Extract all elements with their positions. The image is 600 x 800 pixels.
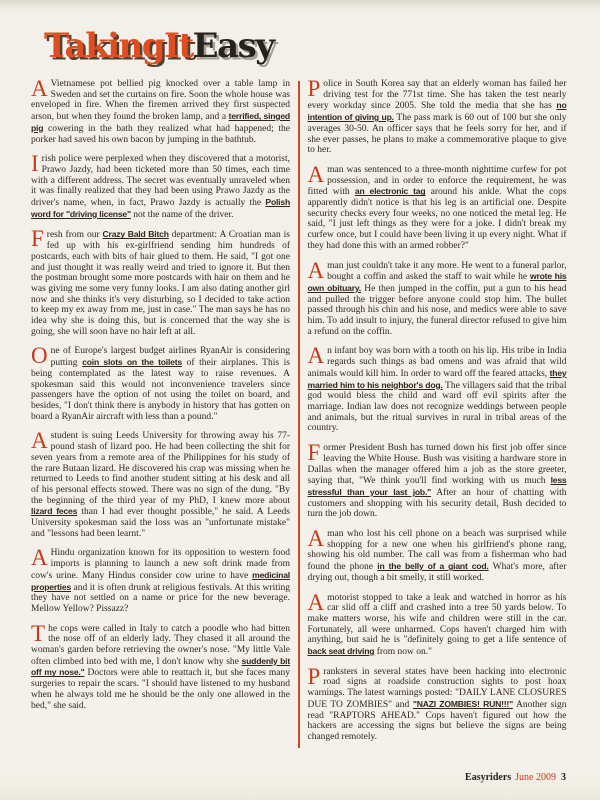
body-text: olice in South Korea say that an elderly woman has failed her driving test for the 771st time. She has taken the test nearly every workday since 2005. She told the media that she has [307, 79, 567, 112]
highlight-phrase: lizard feces [31, 506, 78, 517]
column-divider-rule [298, 81, 300, 748]
body-text: he cops were called in Italy to catch a poodle who had bitten the nose off of an elderly lady. They chased it all around the woman's garden before retrieving the owner's nose. "My little Vale often climbed into bed with me, I don't know why she [31, 623, 290, 667]
drop-cap: A [307, 343, 325, 369]
drop-cap: F [307, 440, 321, 466]
page-title-black-part: Easy [192, 26, 274, 66]
story-paragraph [307, 440, 567, 520]
body-text: What's more, after drying out, though a bit smelly, it still worked. [307, 562, 567, 583]
page-title [44, 26, 274, 66]
body-text: He then jumped in the coffin, put a gun to his head and pulled the trigger before anyone could stop him. The bullet passed through his chin and his nose, and medics were able to save him. To add insult to injury, the funeral director refused to give him a refund on the coffin. [307, 283, 567, 337]
highlight-phrase: terrified, singed pig [31, 111, 290, 133]
body-text: man who lost his cell phone on a beach was surprised while shopping for a new one when his girlfriend's phone rang, showing his old number. The call was from a fisherman who had found the phone [307, 529, 567, 573]
body-text: from now on." [374, 647, 433, 658]
highlight-phrase: "NAZI ZOMBIES! RUN!!!" [412, 698, 513, 709]
drop-cap: A [31, 545, 48, 571]
article-columns [31, 76, 569, 752]
page-footer [465, 772, 566, 783]
drop-cap: A [307, 589, 325, 615]
highlight-phrase: wrote his own obituary. [307, 271, 567, 293]
highlight-phrase: back seat driving [307, 646, 375, 657]
highlight-phrase: Polish word for "driving license" [31, 197, 290, 219]
body-text: Doctors were able to reattach it, but she faces many surgeries to repair the scars. "I should have listened to my husband when he always told me he should be the only one allowed in the bed," she said. [31, 668, 290, 711]
story-paragraph [31, 76, 290, 145]
drop-cap: A [307, 526, 325, 552]
footer-magazine-name: Easyriders [465, 772, 512, 783]
highlight-phrase: an electronic tag [354, 186, 426, 197]
drop-cap: A [307, 161, 325, 187]
highlight-phrase: Crazy Bald Bitch [102, 229, 169, 240]
body-text: rish police were perplexed when they discovered that a motorist, Prawo Jazdy, had been ticketed more than 50 times, each time with a different address. The secret was eventually unraveled when it was finally realized that they had been using Prawo Jazdy as the driver's name, when, in fact, Prawo Jazdy is actually the [31, 154, 290, 209]
story-paragraph [307, 526, 567, 584]
body-text: ormer President Bush has turned down his first job offer since leaving the White House. Bush was visiting a hardware store in Dallas when the manager offered him a job as the store greeter, saying that, "We think you'll find working with us much [307, 443, 567, 487]
highlight-phrase: in the belly of a giant cod. [377, 561, 489, 572]
page-title-red-part: TakingIt [44, 26, 193, 66]
story-paragraph [31, 620, 290, 712]
body-text: cowering in the bath they realized what had happened; the porker had saved his own bacon by jumping in the bathtub. [31, 123, 290, 145]
footer-page-number: 3 [561, 772, 566, 783]
body-text: Hindu organization known for its opposition to western food imports is planning to launch a new soft drink made from cow's urine. Many Hindus consider cow urine to have [31, 548, 290, 581]
body-text: than I had ever thought possible," he said. A Leeds University spokesman said the loss was an "unfortunate mistake" and "lessons had been learnt." [31, 507, 290, 539]
story-paragraph [307, 76, 567, 156]
drop-cap: A [31, 428, 48, 454]
story-paragraph [31, 226, 290, 337]
highlight-phrase: they married him to his neighbor's dog. [307, 367, 567, 390]
body-text: man was sentenced to a three-month nighttime curfew for pot possession, and in order to enforce the requirement, he was fitted with [307, 164, 567, 198]
story-paragraph [307, 589, 567, 658]
body-text: Vietnamese pot bellied pig knocked over a table lamp in Sweden and set the curtains on fire. Soon the whole house was enveloped in fire. When the firemen arrived they first suspected arson, but when they found the broken lamp, and a [31, 79, 290, 123]
story-paragraph [307, 257, 567, 338]
story-paragraph [31, 545, 290, 614]
footer-issue-date: June 2009 [515, 772, 556, 783]
highlight-phrase: medicinal properties [31, 569, 290, 592]
drop-cap: A [307, 257, 325, 283]
story-paragraph [307, 343, 567, 434]
highlight-phrase: less stressful than your last job." [307, 475, 567, 497]
story-paragraph [31, 151, 290, 220]
body-text: n infant boy was born with a tooth on his lip. His tribe in India regards such things as bad omens and was afraid that wild animals would kill him. In order to ward off the feared attacks, [307, 346, 567, 379]
drop-cap: T [31, 620, 46, 646]
body-text: student is suing Leeds University for throwing away his 77-pound stash of lizard poo. He had been collecting the shit for seven years from a remote area of the Philippines for his study of the rare Butaan lizard. He discovered his crap was missing when he returned to Leeds to find another student sitting at his desk and all of his personal effects stowed. There was no sign of the dung. "By the beginning of the third year of my PhD, I knew more about [31, 431, 290, 506]
body-text: ne of Europe's largest budget airlines RyanAir is considering putting [50, 346, 290, 369]
story-paragraph [307, 161, 567, 252]
column-right [307, 76, 567, 752]
body-text: man just couldn't take it any more. He went to a funeral parlor, bought a coffin and asked the staff to wait while he [327, 260, 567, 283]
body-text: and it is often drunk at religious festivals. At this writing they have not settled on a name or price for the new beverage. Mellow Yellow? Pissazz? [31, 582, 290, 614]
drop-cap: A [31, 76, 48, 101]
drop-cap: F [31, 226, 44, 252]
body-text: Another sign read "RAPTORS AHEAD." Cops haven't figured out how the hackers are accessing the signs but believe the signs are being changed remotely. [307, 699, 567, 742]
body-text: around his ankle. What the cops apparently didn't notice is that his leg is an artificial one. Despite security checks every four weeks, no one noticed the metal leg. He said, "I just left things as they were for a joke. I didn't break my curfew once, but I could have been living it up every night. What if they had done this with an armed robber?" [307, 187, 567, 251]
highlight-phrase: coin slots on the toilets [82, 357, 182, 368]
body-text: The villagers said that the tribal god would bless the child and ward off evil spirits after the marriage. Indian law does not recognize weddings between people and animals, but the ritual survives in rural in tribal areas of the country. [307, 380, 567, 434]
body-text: resh from our [46, 230, 103, 241]
story-paragraph [31, 343, 290, 422]
body-text: After an hour of chatting with customers and shopping with his security detail, Bush decided to turn the job down. [307, 487, 567, 520]
drop-cap: O [31, 343, 48, 369]
body-text: not the name of the driver. [130, 209, 234, 220]
body-text: department: A Croatian man is fed up with his ex-girlfriend sending him hundreds of postcards, each with bits of hair glued to them. He said, "I got one and just thought it was really weird and tried to ignore it. But then the postman brought some more postcards with hair on them and he was giving me some very funny looks. I am also dating another girl now and she thinks it's very disturbing, so I decided to take action to keep my ex away from me, just in case." The man says he has no idea why she is doing this, but is concerned that the way she is going, she will soon have no hair left at all. [31, 230, 290, 337]
story-paragraph [307, 663, 567, 743]
body-text: of their airplanes. This is being contemplated as the latest way to raise revenues. A spokesman said this would not inconvenience travelers since passengers have the option of not using the toilet on board, and besides, "I don't think there is anybody in history that has gotten on board a RyanAir aircraft with less than a pound." [31, 358, 290, 422]
drop-cap: I [31, 151, 39, 177]
highlight-phrase: suddenly bit off my nose." [31, 655, 290, 678]
body-text: ranksters in several states have been hacking into electronic road signs at roadside construction sights to post hoax warnings. The latest warnings posted: "DAILY LANE CLOSURES DUE TO ZOMBIES" and [307, 666, 567, 710]
column-left [31, 76, 290, 752]
story-paragraph [31, 428, 290, 539]
highlight-phrase: no intention of giving up. [307, 100, 567, 123]
drop-cap: P [307, 663, 321, 689]
drop-cap: P [307, 76, 321, 101]
body-text: The pass mark is 60 out of 100 but she only averages 30-50. An officer says that he feels sorry for her, and if she ever passes, he plans to make a commemorative plaque to give to her. [307, 113, 567, 156]
body-text: motorist stopped to take a leak and watched in horror as his car slid off a cliff and crashed into a tree 50 yards below. To make matters worse, his wife and children were still in the car. Fortunately, all were unharmed. Cops haven't charged him with anything, but said he is "definitely going to get a life sentence of [307, 592, 567, 646]
